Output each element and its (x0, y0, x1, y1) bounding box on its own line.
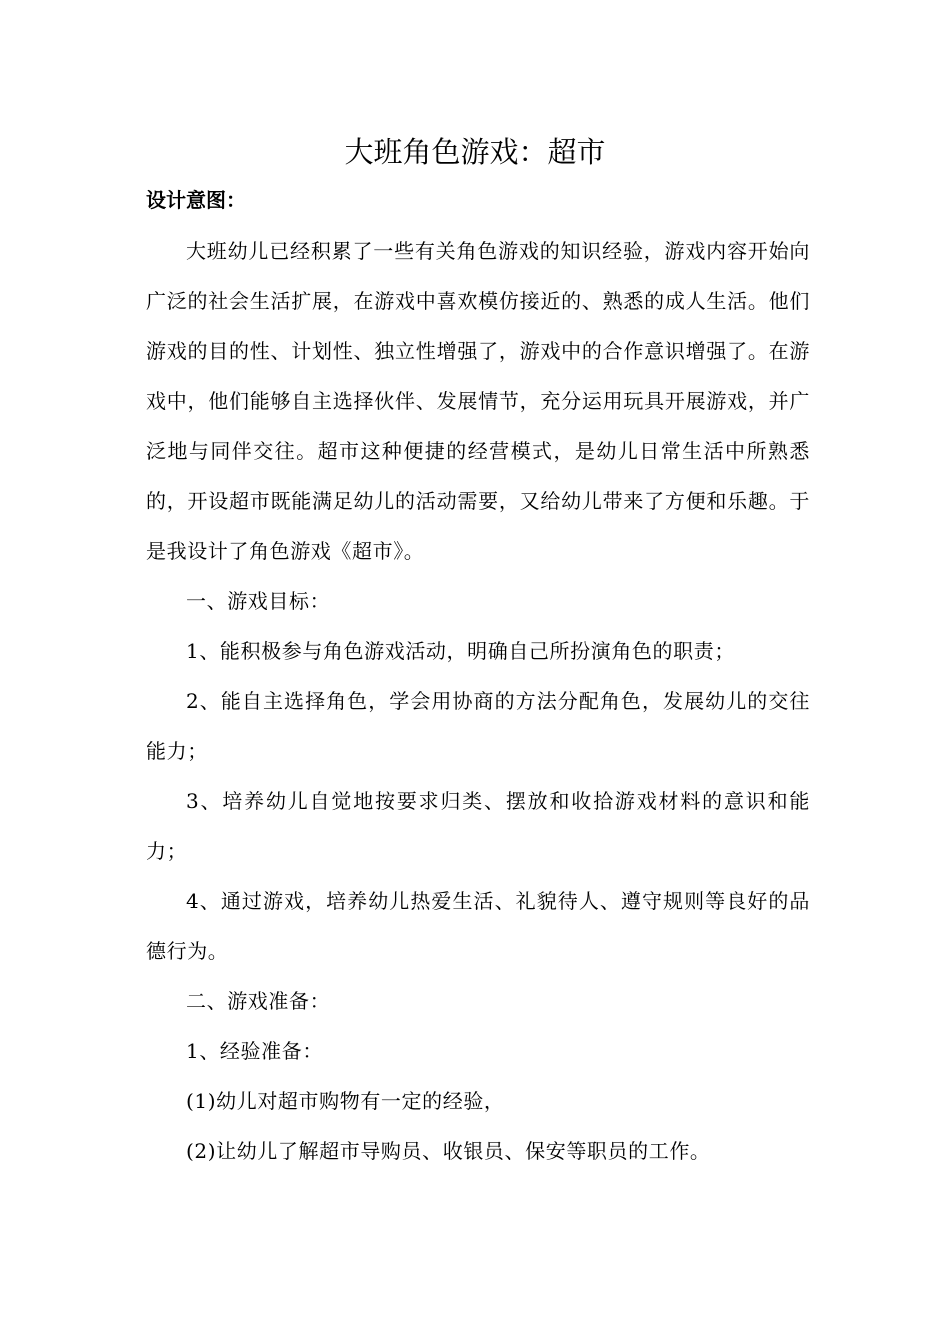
goal-item-2: 2、能自主选择角色，学会用协商的方法分配角色，发展幼儿的交往能力； (146, 689, 810, 763)
document-body (146, 226, 810, 1176)
goal-item-1: 1、能积极参与角色游戏活动，明确自己所扮演角色的职责； (186, 639, 735, 663)
experience-prep-heading: 1、经验准备： (186, 1039, 323, 1063)
document-title: 大班角色游戏：超市 (344, 135, 606, 169)
goal-item-3: 3、培养幼儿自觉地按要求归类、摆放和收拾游戏材料的意识和能力； (146, 789, 810, 863)
design-intent-heading: 设计意图： (146, 188, 246, 212)
goals-heading: 一、游戏目标： (186, 589, 331, 613)
experience-prep-item-2: (2)让幼儿了解超市导购员、收银员、保安等职员的工作。 (186, 1139, 711, 1163)
preparation-heading: 二、游戏准备： (186, 989, 331, 1013)
intent-paragraph: 大班幼儿已经积累了一些有关角色游戏的知识经验，游戏内容开始向广泛的社会生活扩展，在游戏中喜欢模仿接近的、熟悉的成人生活。他们游戏的目的性、计划性、独立性增强了，游戏中的合作意识增强了。在游戏中，他们能够自主选择伙伴、发展情节，充分运用玩具开展游戏，并广泛地与同伴交往。超市这种便捷的经营模式，是幼儿日常生活中所熟悉的，开设超市既能满足幼儿的活动需要，又给幼儿带来了方便和乐趣。于是我设计了角色游戏《超市》。 (146, 239, 810, 563)
goal-item-4: 4、通过游戏，培养幼儿热爱生活、礼貌待人、遵守规则等良好的品德行为。 (146, 889, 810, 963)
experience-prep-item-1: (1)幼儿对超市购物有一定的经验， (186, 1089, 505, 1113)
